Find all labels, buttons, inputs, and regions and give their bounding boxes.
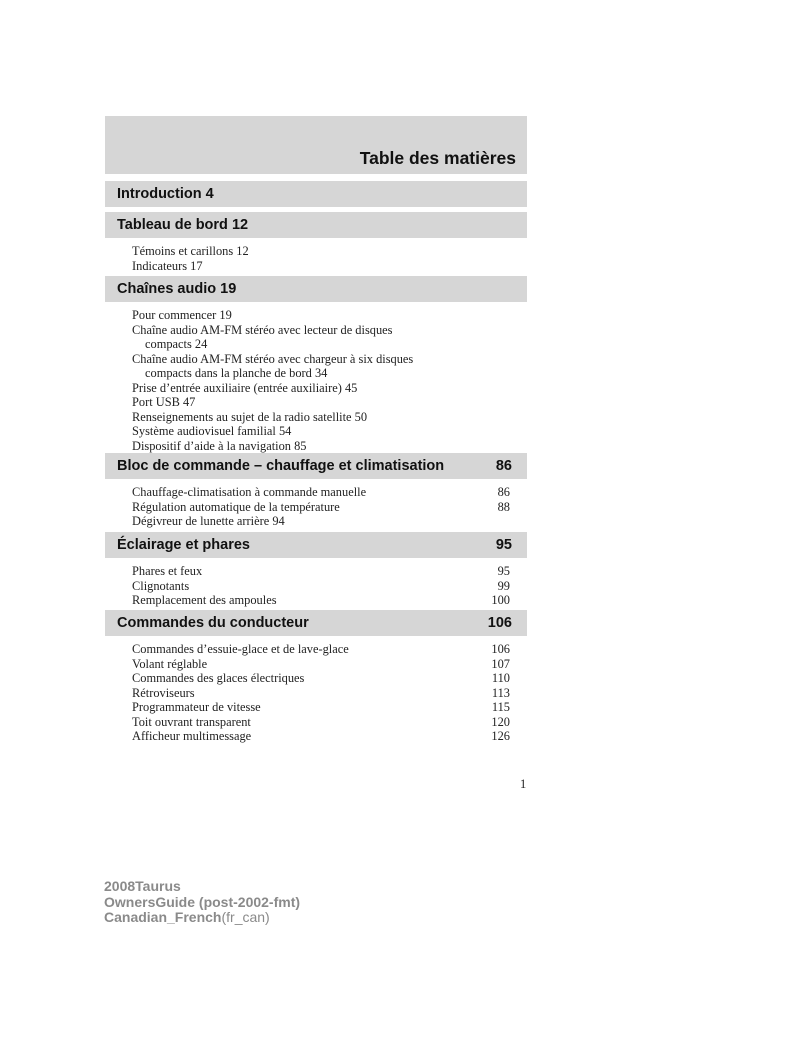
entry-title: Témoins et carillons 12: [132, 244, 249, 258]
section-heading[interactable]: [105, 532, 527, 558]
section-items: [105, 642, 527, 744]
entry-title: Pour commencer 19: [132, 308, 232, 322]
entry-title: Chauffage-climatisation à commande manuelle: [132, 485, 367, 499]
section-page: 86: [495, 458, 512, 474]
entry-page: 88: [497, 499, 510, 514]
footer-locale: Canadian_French: [104, 909, 222, 925]
entry-page: 115: [491, 700, 510, 714]
entry-title: Prise d’entrée auxiliaire (entrée auxiliaire) 45: [132, 380, 358, 395]
toc-section: [105, 212, 527, 273]
toc-entry[interactable]: [105, 395, 527, 410]
entry-title: Régulation automatique de la température: [132, 499, 340, 514]
entry-page: 110: [491, 671, 510, 685]
section-heading[interactable]: [105, 181, 527, 207]
entry-title: Commandes des glaces électriques: [132, 671, 305, 685]
toc-entry[interactable]: [105, 439, 527, 454]
toc-entry[interactable]: [105, 485, 527, 500]
entry-page: 95: [497, 564, 510, 578]
section-title: Éclairage et phares: [117, 537, 250, 553]
entry-page: 107: [491, 656, 510, 671]
entry-title: Dispositif d’aide à la navigation 85: [132, 438, 307, 453]
entry-title: Renseignements au sujet de la radio satellite 50: [132, 409, 368, 424]
section-title: Commandes du conducteur: [117, 615, 309, 631]
toc-entry[interactable]: [105, 686, 527, 701]
toc-entry[interactable]: [105, 500, 527, 515]
toc-entry[interactable]: [105, 593, 527, 608]
toc-entry[interactable]: [105, 514, 527, 529]
footer: [104, 879, 300, 926]
page-title: Table des matières: [359, 148, 516, 168]
entry-title: Clignotants: [132, 578, 190, 593]
section-title: Bloc de commande – chauffage et climatisation: [117, 458, 445, 474]
entry-title: Programmateur de vitesse: [132, 700, 261, 714]
entry-title: Dégivreur de lunette arrière 94: [132, 514, 285, 528]
section-title: Tableau de bord 12: [117, 217, 249, 233]
footer-locale-code: (fr_can): [221, 909, 270, 925]
entry-page: 126: [491, 729, 510, 743]
toc-entry[interactable]: [105, 671, 527, 686]
entry-title-continued: compacts 24: [145, 337, 208, 351]
section-items: [105, 485, 527, 529]
entry-page: 99: [497, 578, 510, 593]
section-page: 106: [487, 615, 512, 631]
toc-section: [105, 276, 527, 453]
entry-title: Toit ouvrant transparent: [132, 714, 251, 729]
toc-entry[interactable]: [105, 642, 527, 657]
entry-page: 106: [491, 642, 510, 656]
footer-line-2: OwnersGuide (post-2002-fmt): [104, 893, 301, 910]
entry-title: Remplacement des ampoules: [132, 593, 277, 607]
toc-section: [105, 532, 527, 608]
section-items: [105, 564, 527, 608]
footer-line-3: [104, 910, 300, 926]
toc-entry[interactable]: [105, 323, 527, 352]
toc-section: [105, 610, 527, 744]
toc-entry[interactable]: [105, 657, 527, 672]
toc-entry[interactable]: [105, 715, 527, 730]
section-title: Introduction 4: [117, 186, 214, 202]
toc-entry[interactable]: [105, 308, 527, 323]
entry-title: Indicateurs 17: [132, 258, 203, 273]
toc-entry[interactable]: [105, 729, 527, 744]
toc-entry[interactable]: [105, 579, 527, 594]
entry-title: Phares et feux: [132, 564, 203, 578]
section-heading[interactable]: [105, 212, 527, 238]
entry-page: 120: [491, 714, 510, 729]
toc-entry[interactable]: [105, 700, 527, 715]
toc-entry[interactable]: [105, 410, 527, 425]
section-page: 95: [495, 537, 512, 553]
toc-entry[interactable]: [105, 244, 527, 259]
section-heading[interactable]: [105, 610, 527, 636]
section-items: [105, 308, 527, 453]
toc-entry[interactable]: [105, 259, 527, 274]
section-heading[interactable]: [105, 276, 527, 302]
footer-line-1: 2008Taurus: [104, 878, 181, 894]
toc-section: [105, 453, 527, 529]
section-title: Chaînes audio 19: [117, 281, 237, 297]
entry-title: Chaîne audio AM-FM stéréo avec lecteur de disques: [132, 322, 393, 337]
page-number: 1: [520, 777, 527, 791]
toc-entry[interactable]: [105, 564, 527, 579]
toc-entry[interactable]: [105, 424, 527, 439]
entry-page: 113: [491, 685, 510, 700]
entry-title: Chaîne audio AM-FM stéréo avec chargeur à six disques: [132, 351, 414, 366]
entry-title: Rétroviseurs: [132, 685, 195, 700]
entry-title: Commandes d’essuie-glace et de lave-glace: [132, 642, 349, 656]
entry-title: Système audiovisuel familial 54: [132, 424, 292, 438]
title-banner: [105, 116, 527, 174]
entry-page: 100: [491, 593, 510, 607]
toc-section: [105, 181, 527, 207]
entry-title-continued: compacts dans la planche de bord 34: [145, 366, 328, 380]
toc-entry[interactable]: [105, 352, 527, 381]
entry-title: Port USB 47: [132, 395, 196, 409]
entry-page: 86: [497, 485, 510, 499]
section-heading[interactable]: [105, 453, 527, 479]
section-items: [105, 244, 527, 273]
entry-title: Afficheur multimessage: [132, 729, 252, 743]
toc-entry[interactable]: [105, 381, 527, 396]
entry-title: Volant réglable: [132, 656, 208, 671]
